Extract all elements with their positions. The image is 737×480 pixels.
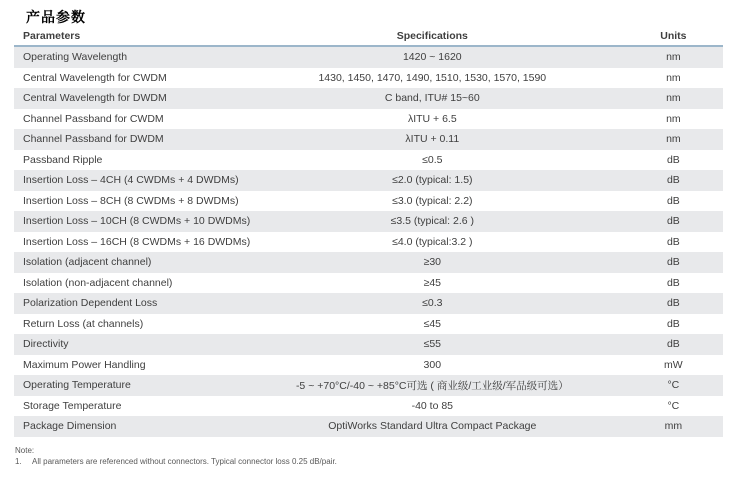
table-row (14, 211, 723, 232)
unit-cell: dB (666, 194, 680, 207)
parameters-table (14, 25, 723, 437)
parameter-cell: Maximum Power Handling (23, 358, 146, 371)
specification-cell: C band, ITU# 15~60 (384, 92, 480, 105)
unit-cell: nm (666, 51, 681, 64)
table-row (14, 129, 723, 150)
parameter-cell: Central Wavelength for CWDM (23, 71, 167, 84)
table-row (14, 252, 723, 273)
table-body (14, 47, 723, 437)
specification-cell: ≤2.0 (typical: 1.5) (392, 174, 473, 187)
note-text: All parameters are referenced without connectors. Typical connector loss 0.25 dB/pair. (32, 457, 337, 466)
parameter-cell: Polarization Dependent Loss (23, 297, 158, 310)
unit-cell: nm (666, 71, 681, 84)
column-header-specifications: Specifications (396, 30, 468, 42)
table-row (14, 314, 723, 335)
specification-cell: λITU + 0.11 (405, 133, 460, 146)
parameter-cell: Directivity (23, 338, 69, 351)
table-row (14, 334, 723, 355)
note-block (15, 446, 337, 467)
unit-cell: dB (666, 297, 680, 310)
parameter-cell: Isolation (non-adjacent channel) (23, 276, 173, 289)
table-row (14, 396, 723, 417)
specification-cell: 300 (423, 358, 442, 371)
specification-cell: -5 ~ +70°C/-40 ~ +85°C可选 ( 商业级/工业级/军品级可选） (295, 379, 569, 392)
unit-cell: dB (666, 276, 680, 289)
specification-cell: ≤0.5 (422, 153, 443, 166)
specification-cell: ≥30 (423, 256, 442, 269)
note-item (15, 457, 337, 467)
unit-cell: mW (664, 358, 683, 371)
parameter-cell: Isolation (adjacent channel) (23, 256, 152, 269)
specification-cell: OptiWorks Standard Ultra Compact Package (328, 420, 537, 433)
specification-cell: ≥45 (423, 276, 442, 289)
table-row (14, 293, 723, 314)
table-row (14, 355, 723, 376)
unit-cell: dB (666, 153, 680, 166)
parameter-cell: Operating Temperature (23, 379, 131, 392)
unit-cell: nm (666, 112, 681, 125)
unit-cell: dB (666, 215, 680, 228)
note-number: 1. (15, 457, 22, 466)
parameter-cell: Package Dimension (23, 420, 117, 433)
specification-cell: -40 to 85 (411, 399, 454, 412)
parameter-cell: Channel Passband for CWDM (23, 112, 164, 125)
table-row (14, 109, 723, 130)
parameter-cell: Insertion Loss – 4CH (4 CWDMs + 4 DWDMs) (23, 174, 239, 187)
specification-cell: ≤4.0 (typical:3.2 ) (392, 235, 473, 248)
table-row (14, 273, 723, 294)
unit-cell: dB (666, 174, 680, 187)
unit-cell: mm (664, 420, 683, 433)
table-row (14, 88, 723, 109)
table-row (14, 375, 723, 396)
parameter-cell: Channel Passband for DWDM (23, 133, 164, 146)
specification-cell: ≤55 (423, 338, 442, 351)
unit-cell: dB (666, 317, 680, 330)
column-header-units: Units (660, 30, 687, 42)
page-title: 产品参数 (26, 9, 86, 25)
table-row (14, 150, 723, 171)
parameter-cell: Insertion Loss – 16CH (8 CWDMs + 16 DWDMs) (23, 235, 251, 248)
specification-cell: λITU + 6.5 (407, 112, 457, 125)
unit-cell: nm (666, 133, 681, 146)
specification-cell: ≤0.3 (422, 297, 443, 310)
parameter-cell: Insertion Loss – 10CH (8 CWDMs + 10 DWDMs) (23, 215, 251, 228)
parameter-cell: Storage Temperature (23, 399, 122, 412)
note-label: Note: (15, 446, 35, 455)
unit-cell: °C (667, 379, 680, 392)
unit-cell: °C (667, 399, 680, 412)
unit-cell: nm (666, 92, 681, 105)
specification-cell: 1430, 1450, 1470, 1490, 1510, 1530, 1570, 1590 (318, 71, 547, 84)
parameter-cell: Passband Ripple (23, 153, 103, 166)
unit-cell: dB (666, 338, 680, 351)
parameter-cell: Insertion Loss – 8CH (8 CWDMs + 8 DWDMs) (23, 194, 239, 207)
specification-cell: 1420 ~ 1620 (402, 51, 462, 64)
table-row (14, 232, 723, 253)
table-header-row (14, 25, 723, 47)
unit-cell: dB (666, 235, 680, 248)
parameter-cell: Return Loss (at channels) (23, 317, 144, 330)
specification-cell: ≤3.0 (typical: 2.2) (392, 194, 473, 207)
unit-cell: dB (666, 256, 680, 269)
table-row (14, 191, 723, 212)
table-row (14, 68, 723, 89)
specification-cell: ≤45 (423, 317, 442, 330)
table-row (14, 416, 723, 437)
parameter-cell: Operating Wavelength (23, 51, 128, 64)
specification-cell: ≤3.5 (typical: 2.6 ) (390, 215, 474, 228)
column-header-parameters: Parameters (23, 30, 81, 42)
table-row (14, 170, 723, 191)
table-row (14, 47, 723, 68)
parameter-cell: Central Wavelength for DWDM (23, 92, 167, 105)
